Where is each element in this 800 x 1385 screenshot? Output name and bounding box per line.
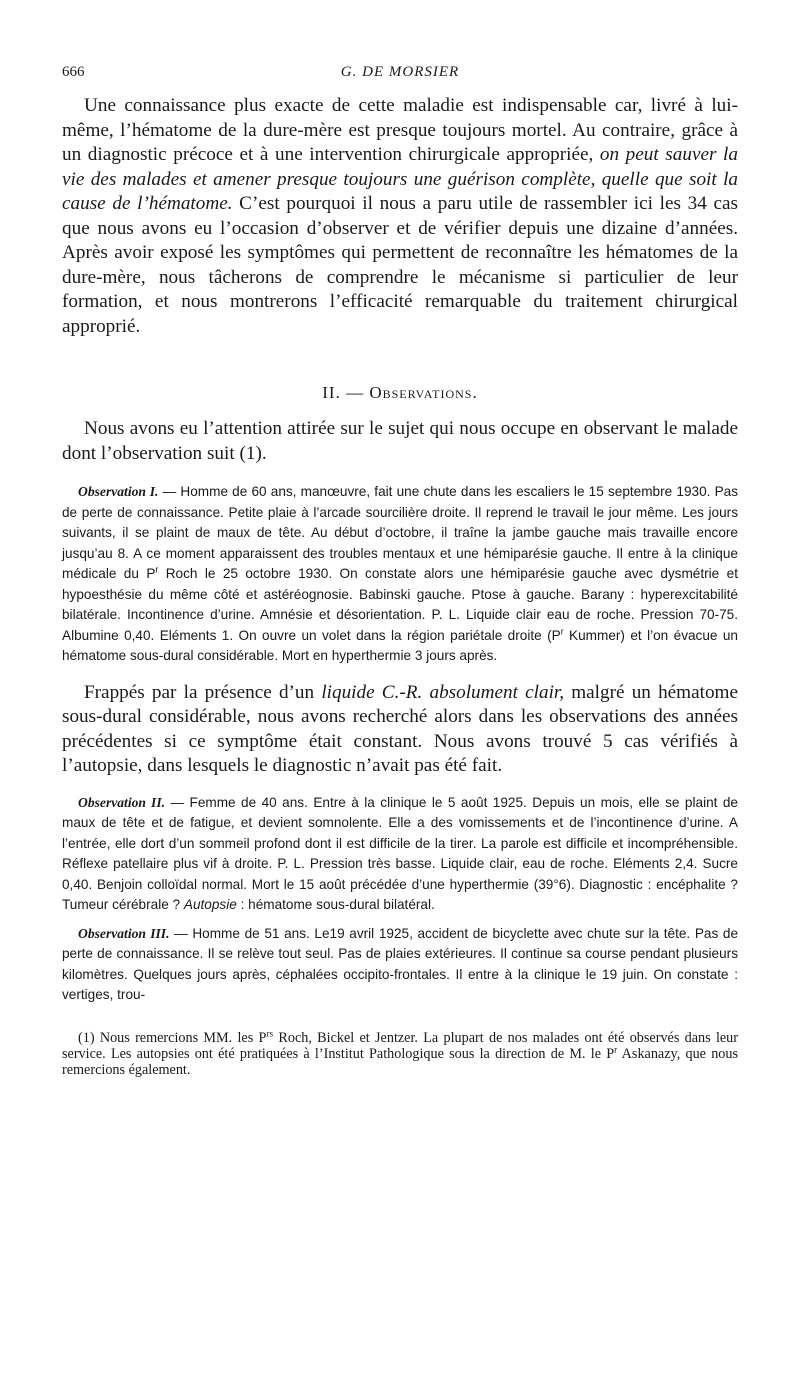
middle-italic: liquide C.-R. absolument clair, bbox=[321, 681, 565, 703]
observation-1-text-1: — Homme de 60 ans, manœuvre, fait une chute dans les escaliers le 15 septembre 1930. Pas de perte de connaissance. Petite plaie à l’arcade sourcilière droite. Il reprend le travail le jour même. Les jours suivants, il se plaint de maux de tête. Au début d’octobre, il traîne la jambe gauche mais travaille encore jusqu’au 8. A ce moment apparaissent des troubles mentaux et une hémiparésie gauche. Il entre à la clinique médicale du P bbox=[62, 484, 738, 581]
observation-1 bbox=[62, 482, 738, 667]
lead-paragraph: Nous avons eu l’attention attirée sur le sujet qui nous occupe en observant le malade dont l’observation suit (1). bbox=[62, 418, 738, 464]
footnote-text-1: (1) Nous remercions MM. les P bbox=[78, 1029, 267, 1046]
section-title: Observations. bbox=[369, 383, 478, 402]
intro-text-2: C’est pourquoi il nous a paru utile de rassembler ici les 34 cas que nous avons eu l’occasion d’observer et de vérifier depuis une dizaine d’années. Après avoir exposé les symptômes qui permettent de reconnaître les hématomes de la dure-mère, nous tâcherons de comprendre le mécanisme si particulier de leur formation, et nous montrerons l’efficacité remarquable du traitement chirurgical approprié. bbox=[62, 193, 738, 337]
middle-paragraph bbox=[62, 681, 738, 779]
observation-2-text-2: : hématome sous-dural bilatéral. bbox=[236, 897, 435, 912]
section-heading bbox=[62, 383, 738, 403]
observation-1-sup-1: r bbox=[155, 564, 159, 575]
intro-paragraph bbox=[62, 94, 738, 339]
observation-3-label: Observation III. bbox=[78, 925, 170, 941]
observation-2-italic: Autopsie bbox=[183, 897, 237, 912]
page-number: 666 bbox=[62, 64, 85, 80]
running-title: G. DE MORSIER bbox=[340, 64, 460, 80]
observation-2-label: Observation II. bbox=[78, 794, 166, 810]
observation-3-text: — Homme de 51 ans. Le19 avril 1925, accident de bicyclette avec chute sur la tête. Pas de perte de connaissance. Il se relève tout seul. Pas de plaies extérieures. Il continue sa course pendant plusieurs kilomètres. Quelques jours après, céphalées occipito-frontales. Il entre à la clinique le 19 juin. On constate : vertiges, trou- bbox=[62, 925, 739, 1002]
observation-1-text-2: Roch le 25 octobre 1930. On constate alors une hémiparésie gauche avec dysmétrie et hypoesthésie du même côté et astéréognosie. Babinski gauche. Ptose à gauche. Barany : hyperexcitabilité bilatérale. Incontinence d’urine. Amnésie et désorientation. P. L. Liquide clair eau de roche. Pression 70-75. Albumine 0,40. Eléments 1. On ouvre un volet dans la région pariétale droite (P bbox=[62, 566, 738, 643]
observation-1-label: Observation I. bbox=[78, 484, 159, 499]
footnote-text-2: Roch, Bickel et Jentzer. La plupart de nos malades ont été observés dans leur service. Les autopsies ont été pratiquées à l’Institut Pathologique sous la direction de M. le P bbox=[62, 1029, 738, 1062]
footnote bbox=[62, 1027, 738, 1078]
footnote-text-3: Askanazy, que nous remercions également. bbox=[62, 1045, 738, 1078]
intro-text-1: Une connaissance plus exacte de cette maladie est indispensable car, livré à lui-même, l’hématome de la dure-mère est presque toujours mortel. Au contraire, grâce à un diagnostic précoce et à une intervention chirurgicale appropriée, bbox=[62, 95, 738, 165]
middle-text-1: Frappés par la présence d’un bbox=[84, 681, 322, 703]
intro-italic: on peut sauver la vie des malades et amener presque toujours une guérison complète, quelle que soit la cause de l’hématome. bbox=[62, 144, 738, 214]
observation-1-text-3: Kummer) et l’on évacue un hématome sous-dural considérable. Mort en hyperthermie 3 jours après. bbox=[62, 627, 738, 663]
observation-3 bbox=[62, 924, 738, 1006]
running-head bbox=[62, 64, 738, 88]
footnote-sup-1: rs bbox=[266, 1027, 274, 1038]
middle-text-2: malgré un hématome sous-dural considérable, nous avons recherché alors dans les observations des années précédentes si ce symptôme était constant. Nous avons trouvé 5 cas vérifiés à l’autopsie, dans lesquels le diagnostic n’avait pas été fait. bbox=[62, 681, 738, 776]
observation-2-text-1: — Femme de 40 ans. Entre à la clinique le 5 août 1925. Depuis un mois, elle se plaint de maux de tête et de fatigue, et devient somnolente. Elle a des vomissements et de l’incontinence d’urine. A l’entrée, elle dort d’un sommeil profond dont il est difficile de la tirer. La parole est difficile et incompréhensible. Réflexe patellaire plus vif à droite. P. L. Pression très basse. Liquide clair, eau de roche. Eléments 2,4. Sucre 0,40. Benjoin colloïdal normal. Mort le 15 août précédée d’une hyperthermie (39°6). Diagnostic : encéphalite ? Tumeur cérébrale ? bbox=[62, 794, 738, 912]
observation-2 bbox=[62, 793, 738, 916]
observation-1-sup-2: r bbox=[560, 625, 564, 636]
section-numeral: II. — bbox=[322, 383, 365, 402]
footnote-sup-2: r bbox=[614, 1043, 618, 1054]
